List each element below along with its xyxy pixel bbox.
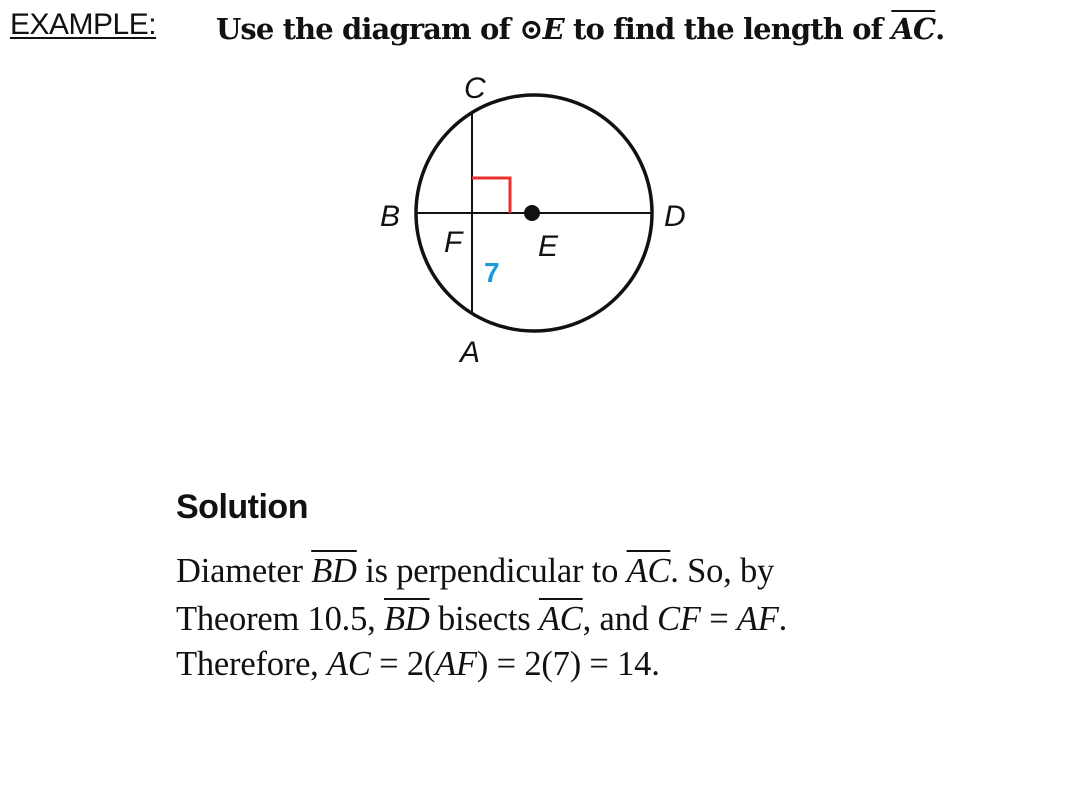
prompt-text-middle: to find the length of	[563, 12, 892, 46]
measure-af: 7	[484, 257, 500, 288]
variable-cf: CF	[657, 600, 701, 638]
text: , and	[582, 600, 658, 638]
text: Theorem 10.5,	[176, 600, 384, 638]
variable-af: AF	[736, 600, 779, 638]
solution-heading: Solution	[176, 488, 308, 526]
circle-symbol: ⊙	[519, 12, 543, 46]
text: is perpendicular to	[356, 552, 627, 590]
text: .	[778, 600, 788, 638]
text: ) = 2(7) = 14.	[476, 645, 660, 683]
text: = 2(	[370, 645, 436, 683]
problem-prompt	[216, 12, 944, 46]
circle-diagram	[360, 60, 700, 380]
text: =	[700, 600, 737, 638]
circle-name: E	[542, 12, 564, 46]
variable-af: AF	[435, 645, 477, 683]
solution-line-2	[176, 600, 787, 639]
example-label: EXAMPLE:	[10, 8, 157, 41]
variable-ac: AC	[327, 645, 371, 683]
segment-bd: $\overline{BD}$	[311, 552, 357, 590]
center-point-e	[524, 205, 540, 221]
label-e: E	[538, 230, 559, 263]
text: Diameter	[176, 552, 312, 590]
segment-ac: $\overline{AC}$	[626, 552, 671, 590]
text: . So, by	[670, 552, 775, 590]
solution-line-1	[176, 552, 774, 591]
segment-bd: $\overline{BD}$	[383, 600, 430, 638]
right-angle-marker	[472, 178, 510, 213]
text: Therefore,	[176, 645, 328, 683]
prompt-text-end: .	[935, 12, 945, 46]
label-d: D	[664, 200, 686, 233]
text: bisects	[429, 600, 539, 638]
label-c: C	[464, 72, 486, 105]
segment-ac: $\overline{AC}$	[538, 600, 583, 638]
solution-line-3	[176, 645, 660, 684]
label-b: B	[380, 200, 401, 233]
segment-ac: $\overline{AC}$	[891, 12, 936, 46]
label-f: F	[444, 226, 463, 259]
prompt-text-before: Use the diagram of	[216, 12, 520, 46]
label-a: A	[460, 336, 481, 369]
